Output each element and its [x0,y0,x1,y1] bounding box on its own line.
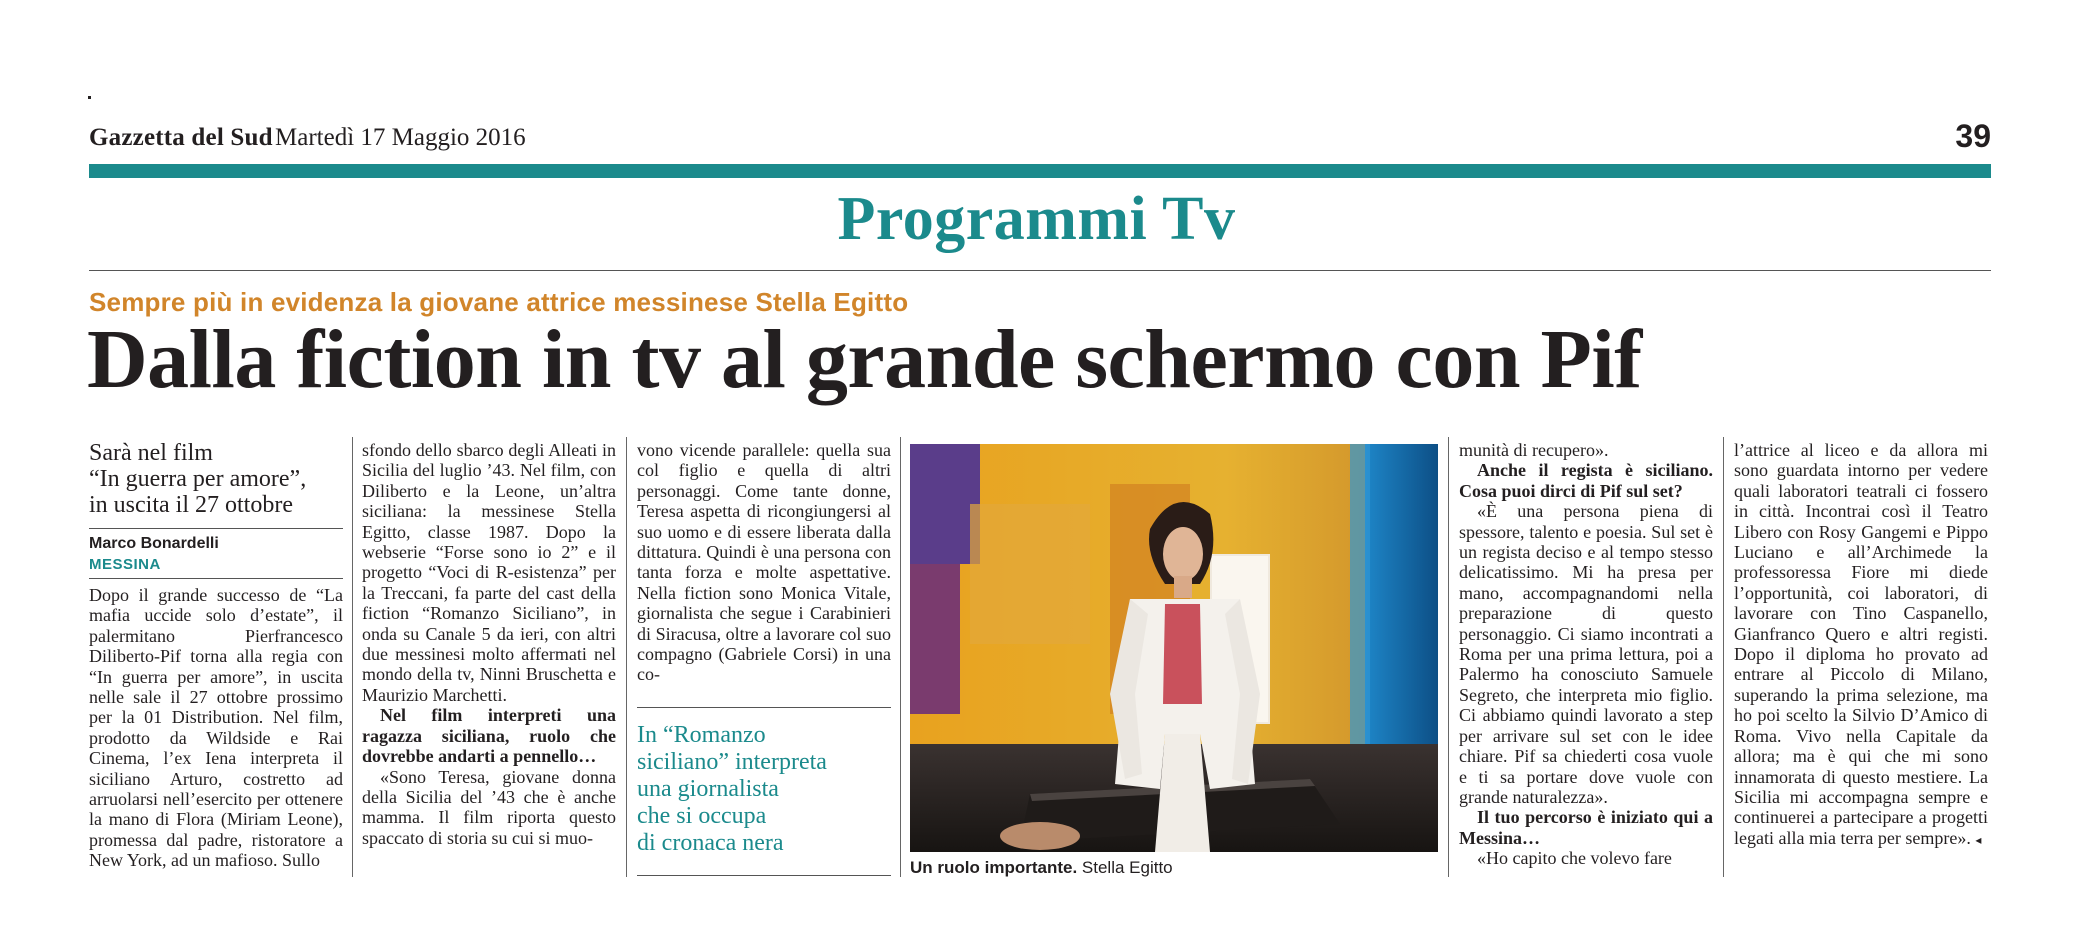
dateline-rule [89,578,343,579]
masthead-paper-name: Gazzetta del Sud [89,124,273,151]
text-column-3 [637,440,891,685]
article-kicker: Sempre più in evidenza la giovane attrice messinese Stella Egitto [89,287,909,317]
paragraph: «Sono Teresa, giovane donna della Sicilia del ’43 che è anche mamma. Il film riporta questo spaccato di storia su cui si muo- [362,766,616,848]
column-divider [626,437,627,877]
pull-quote-line: che si occupa [637,803,767,829]
text-column-5 [1734,440,1988,850]
paragraph-text: l’attrice al liceo e da allora mi sono guardata intorno per vedere quali laboratori teatrali ci fossero in città. Incontrai così il Teatro Libero con Rosy Gangemi e Pippo Luciano e all’Archimede la professoressa Fiore mi diede l’opportunità, coi laboratori, di lavorare con Tino Caspanello, Gianfranco Quero e altri registi. Dopo il diploma ho provato ad entrare al Piccolo di Milano, superando la prima selezione, ma ho poi scelto la Silvio D’Amico di Roma. Vivo nella Capitale da allora; ma è qui che mi sono innamorata di questo mestiere. La Sicilia mi accompagna sempre e continuerei a partecipare a progetti legati alla mia terra per sempre». [1734,440,1988,848]
column-divider [352,437,353,877]
paragraph: «È una persona piena di spessore, talento e poesia. Sul set è un regista deciso e al tempo stesso delicatissimo. Mi ha presa per mano, accompagnandomi nella preparazione di questo personaggio. Ci siamo incontrati a Roma per una prima lettura, poi a Palermo ha conosciuto Samuele Segreto, che interpreta mio figlio. Ci abbiamo quindi lavorato a step per arrivare sul set con le idee chiare. Pif sa chiederti cosa vuole e ti sa portare dove vuole con grande naturalezza». [1459,501,1713,807]
article-author: Marco Bonardelli [89,535,219,552]
photo-caption-text: Stella Egitto [1081,858,1173,877]
pull-quote-line: di cronaca nera [637,830,784,856]
pull-quote [637,722,891,857]
text-column-4 [1459,440,1713,869]
paragraph: «Ho capito che volevo fare [1477,848,1672,869]
interview-question: Il tuo percorso è iniziato qui a Messina… [1459,807,1713,848]
paragraph [1734,440,1988,850]
page-dot [88,96,91,99]
section-title: Programmi Tv [837,185,1236,253]
pull-quote-line: una giornalista [637,776,779,802]
pull-quote-rule-bottom [637,875,891,876]
paragraph: sfondo dello sbarco degli Alleati in Sicilia del luglio ’43. Nel film, con Diliberto e la Leone, un’altra siciliana: la messinese Stella Egitto, classe 1987. Dopo la webserie “Forse sono io 2” e il progetto “Voci di R-esistenza” per la Treccani, fa parte del cast della fiction “Romanzo Siciliano”, in onda su Canale 5 da ieri, con altri due messinesi molto affermati nel mondo della tv, Ninni Bruschetta e Maurizio Marchetti. [362,440,616,705]
page-number: 39 [1955,118,1991,154]
pull-quote-line: siciliano” interpreta [637,749,827,775]
summary-line: in uscita il 27 ottobre [89,492,293,518]
article-headline: Dalla fiction in tv al grande schermo con Pif [87,313,1642,406]
end-of-article-icon: ◂ [1975,832,1982,847]
section-rule [89,270,1991,271]
paragraph: vono vicende parallele: quella sua col figlio e quella di altri personaggi. Come tante donne, Teresa aspetta di ricongiungersi al suo uomo e di essere liberata dalla dittatura. Quindi è una persona con tanta forza e molte aspettative. Nella fiction sono Monica Vitale, giornalista che segue i Carabinieri di Siracusa, oltre a lavorare col suo compagno (Gabriele Corsi) in una co- [637,440,891,685]
column-divider [900,437,901,877]
masthead-date: Martedì 17 Maggio 2016 [275,124,526,151]
interview-question: Nel film interpreti una ragazza siciliana, ruolo che dovrebbe andarti a pennello… [362,705,616,767]
paragraph: Dopo il grande successo de “La mafia uccide solo d’estate”, il palermitano Pierfrancesco Diliberto-Pif torna alla regia con “In guerra per amore”, in uscita nelle sale il 27 ottobre prossimo per la 01 Distribution. Nel film, prodotto da Wildside e Rai Cinema, l’ex Iena interpreta il siciliano Arturo, costretto ad arruolarsi nell’esercito per ottenere la mano di Flora (Miriam Leone), promessa dal padre, ristoratore a New York, ad un mafioso. Sullo [89,585,343,871]
text-column-2 [362,440,616,848]
article-summary [89,440,339,518]
masthead-teal-rule [89,164,1991,178]
photo-illustration [910,444,1438,852]
summary-rule [89,528,343,529]
column-divider [1723,437,1724,877]
summary-line: “In guerra per amore”, [89,466,307,492]
paragraph: munità di recupero». [1459,440,1609,460]
column-divider [1448,437,1449,877]
interview-question: Anche il regista è siciliano. Cosa puoi dirci di Pif sul set? [1459,460,1713,501]
pull-quote-rule-top [637,707,891,708]
summary-line: Sarà nel film [89,440,213,466]
article-photo [910,444,1438,852]
pull-quote-line: In “Romanzo [637,722,766,748]
text-column-1 [89,585,343,871]
article-dateline-city: MESSINA [89,556,161,573]
photo-caption [910,858,1173,878]
photo-caption-bold: Un ruolo importante. [910,858,1078,877]
